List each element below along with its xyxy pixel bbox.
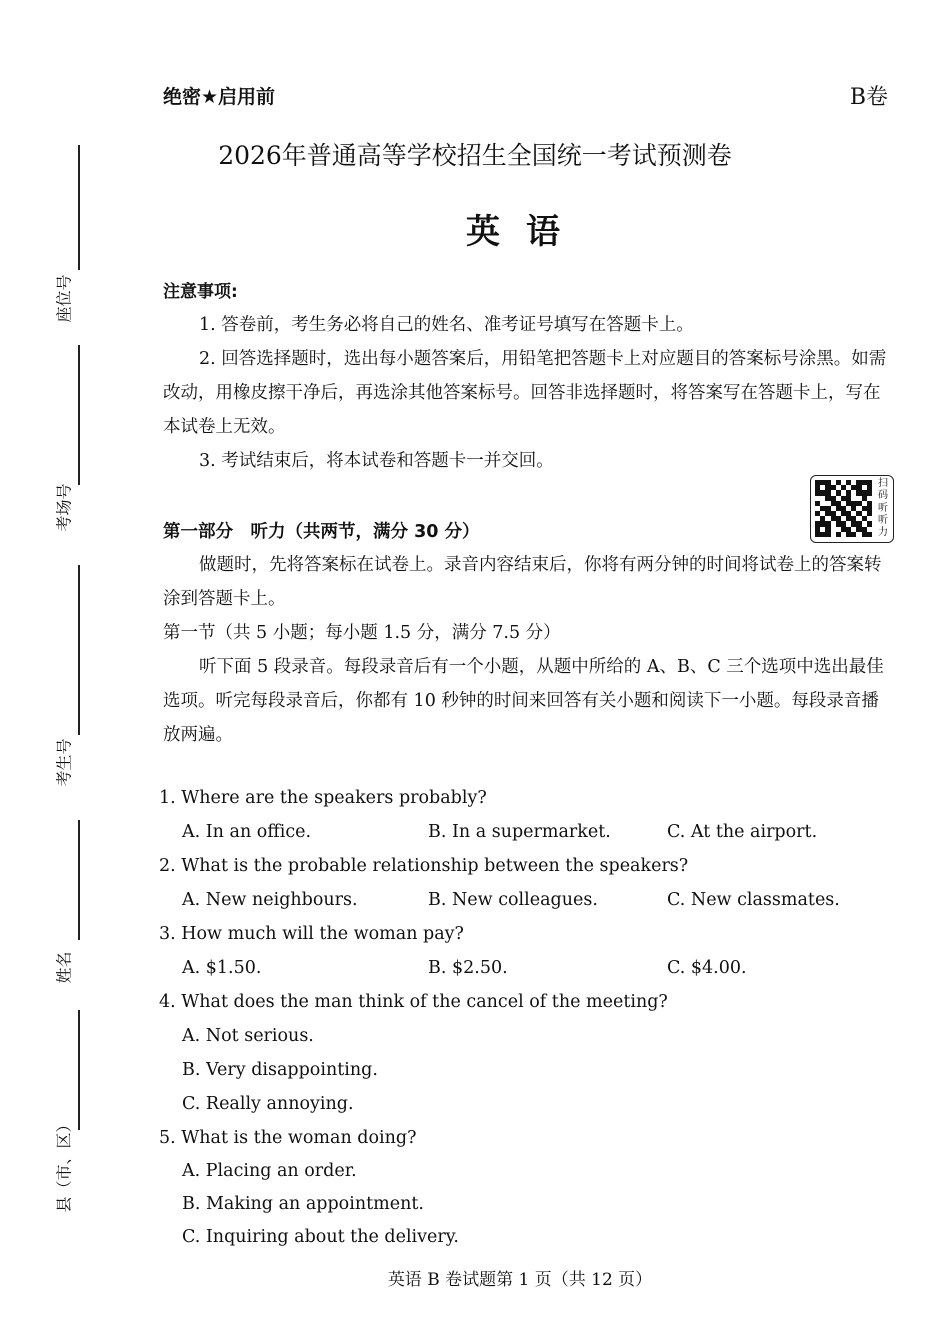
- question-2-stem: 2. What is the probable relationship between the speakers?: [159, 856, 689, 876]
- seat-number-label: 座位号: [54, 274, 74, 323]
- binding-line-4: [78, 820, 80, 940]
- name-label: 姓名: [54, 951, 74, 984]
- subject-title: 英语: [466, 212, 586, 252]
- notice-title: 注意事项:: [163, 282, 238, 302]
- question-1-option-c[interactable]: C. At the airport.: [667, 822, 818, 842]
- notice-item-2: 2. 回答选择题时，选出每小题答案后，用铅笔把答题卡上对应题目的答案标号涂黑。如需改动，用橡皮擦干净后，再选涂其他答案标号。回答非选择题时，将答案写在答题卡上，写在本试卷上无效。: [163, 349, 887, 437]
- binding-line-5: [78, 1010, 80, 1130]
- question-5-option-b[interactable]: B. Making an appointment.: [182, 1194, 424, 1214]
- notice-item-1: 1. 答卷前，考生务必将自己的姓名、准考证号填写在答题卡上。: [199, 315, 694, 335]
- question-5-option-c[interactable]: C. Inquiring about the delivery.: [182, 1227, 459, 1247]
- qr-code: [810, 475, 894, 543]
- exam-room-label: 考场号: [54, 483, 74, 532]
- section1-instruction: 听下面 5 段录音。每段录音后有一个小题，从题中所给的 A、B、C 三个选项中选出最佳选项。听完每段录音后，你都有 10 秒钟的时间来回答有关小题和阅读下一小题。每段录音播放两遍。: [163, 657, 884, 745]
- question-5-option-a[interactable]: A. Placing an order.: [182, 1161, 357, 1181]
- paper-version: B卷: [849, 85, 888, 110]
- question-2-option-a[interactable]: A. New neighbours.: [182, 890, 358, 910]
- part1-instruction: 做题时，先将答案标在试卷上。录音内容结束后，你将有两分钟的时间将试卷上的答案转涂到答题卡上。: [163, 555, 882, 609]
- page-footer: 英语 B 卷试题第 1 页（共 12 页）: [387, 1270, 653, 1290]
- question-3-option-c[interactable]: C. $4.00.: [667, 958, 747, 978]
- question-3-stem: 3. How much will the woman pay?: [159, 924, 464, 944]
- part1-title: 第一部分 听力（共两节，满分 30 分）: [163, 522, 480, 542]
- question-4-stem: 4. What does the man think of the cancel of the meeting?: [159, 992, 668, 1012]
- question-4-option-c[interactable]: C. Really annoying.: [182, 1094, 354, 1114]
- student-number-label: 考生号: [54, 738, 74, 787]
- qr-code-pattern: [815, 480, 872, 537]
- question-1-option-b[interactable]: B. In a supermarket.: [428, 822, 611, 842]
- section1-title: 第一节（共 5 小题；每小题 1.5 分，满分 7.5 分）: [163, 623, 561, 643]
- qr-code-label: 扫码听听力: [878, 478, 888, 539]
- notice-item-3: 3. 考试结束后，将本试卷和答题卡一并交回。: [199, 451, 554, 471]
- question-4-option-a[interactable]: A. Not serious.: [182, 1026, 314, 1046]
- question-2-option-b[interactable]: B. New colleagues.: [428, 890, 598, 910]
- binding-line-2: [78, 345, 80, 485]
- county-label: 县（市、区）: [54, 1116, 74, 1213]
- question-1-option-a[interactable]: A. In an office.: [182, 822, 312, 842]
- binding-line-3: [78, 565, 80, 735]
- question-1-stem: 1. Where are the speakers probably?: [159, 788, 487, 808]
- question-4-option-b[interactable]: B. Very disappointing.: [182, 1060, 378, 1080]
- exam-title: 2026年普通高等学校招生全国统一考试预测卷: [218, 141, 732, 170]
- question-3-option-b[interactable]: B. $2.50.: [428, 958, 508, 978]
- question-5-stem: 5. What is the woman doing?: [159, 1128, 417, 1148]
- question-2-option-c[interactable]: C. New classmates.: [667, 890, 840, 910]
- question-3-option-a[interactable]: A. $1.50.: [182, 958, 262, 978]
- confidential-mark: 绝密★启用前: [163, 86, 276, 108]
